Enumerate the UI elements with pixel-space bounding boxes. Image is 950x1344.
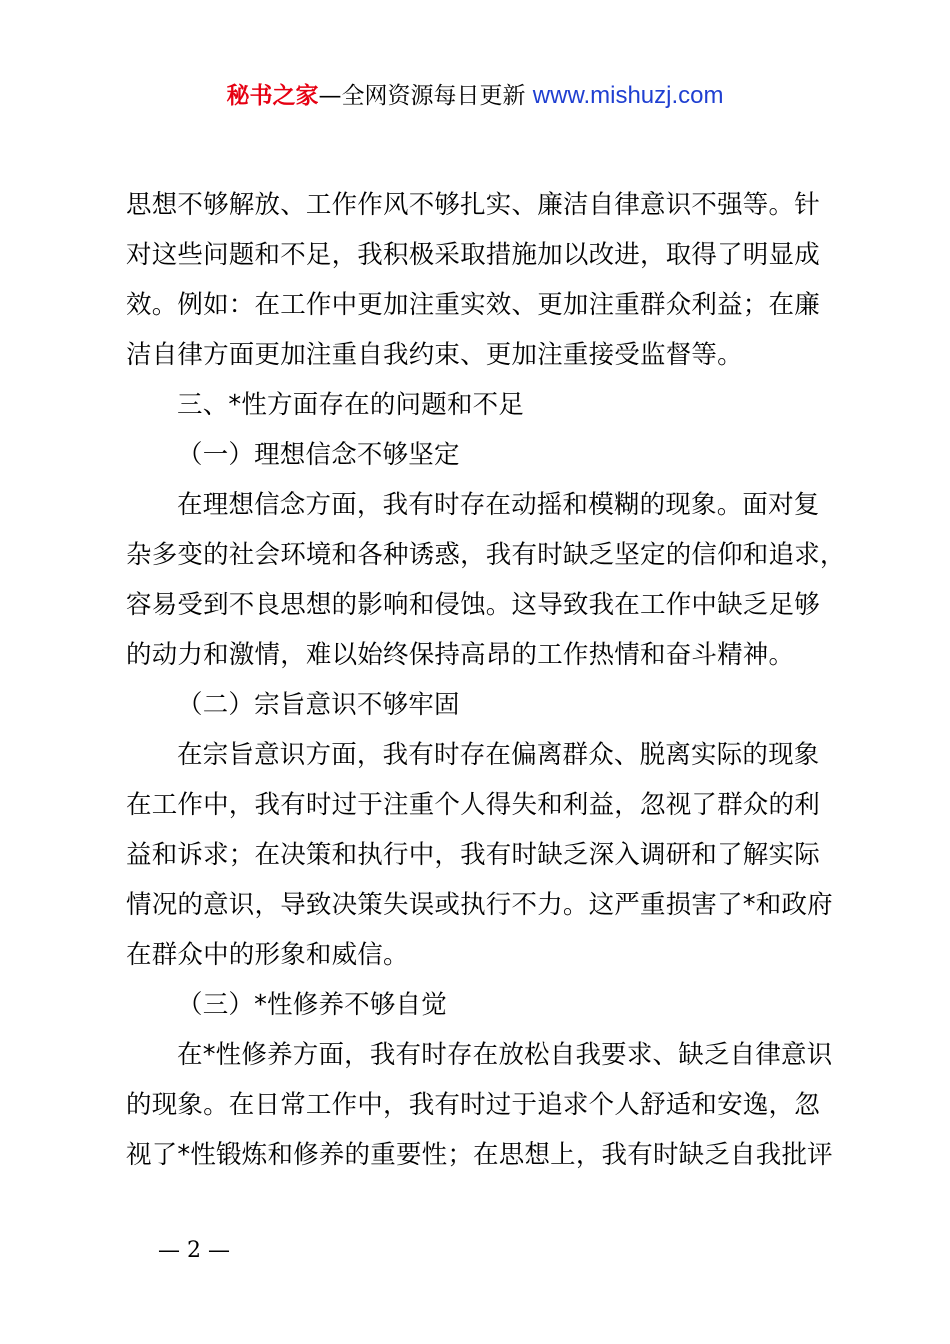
body-line: 在群众中的形象和威信。 — [126, 940, 409, 970]
paragraph-first-line: 在*性修养方面，我有时存在放松自我要求、缺乏自律意识 — [177, 1040, 833, 1070]
section-heading: 三、*性方面存在的问题和不足 — [177, 390, 525, 420]
body-line: 杂多变的社会环境和各种诱惑，我有时缺乏坚定的信仰和追求， — [126, 540, 846, 570]
body-line: 对这些问题和不足，我积极采取措施加以改进，取得了明显成 — [126, 240, 820, 270]
body-line: 情况的意识，导致决策失误或执行不力。这严重损害了*和政府 — [126, 890, 833, 920]
document-body — [126, 180, 856, 1180]
body-line: 视了*性锻炼和修养的重要性；在思想上，我有时缺乏自我批评 — [126, 1140, 833, 1170]
subsection-heading: （一）理想信念不够坚定 — [177, 440, 460, 470]
site-url[interactable]: www.mishuzj.com — [532, 82, 724, 109]
site-slogan: —全网资源每日更新 — [318, 83, 533, 109]
paragraph-first-line: 在理想信念方面，我有时存在动摇和模糊的现象。面对复 — [177, 490, 820, 520]
paragraph-first-line: 在宗旨意识方面，我有时存在偏离群众、脱离实际的现象 — [177, 740, 820, 770]
body-line: 思想不够解放、工作作风不够扎实、廉洁自律意识不强等。针 — [126, 190, 820, 220]
site-brand: 秘书之家 — [226, 83, 319, 109]
body-line: 益和诉求；在决策和执行中，我有时缺乏深入调研和了解实际 — [126, 840, 820, 870]
body-line: 容易受到不良思想的影响和侵蚀。这导致我在工作中缺乏足够 — [126, 590, 820, 620]
body-line: 在工作中，我有时过于注重个人得失和利益，忽视了群众的利 — [126, 790, 820, 820]
body-line: 洁自律方面更加注重自我约束、更加注重接受监督等。 — [126, 340, 743, 370]
page-number: — 2 — — [158, 1238, 230, 1263]
body-line: 效。例如：在工作中更加注重实效、更加注重群众利益；在廉 — [126, 290, 820, 320]
site-header — [0, 80, 950, 112]
body-line: 的动力和激情，难以始终保持高昂的工作热情和奋斗精神。 — [126, 640, 795, 670]
subsection-heading: （三）*性修养不够自觉 — [177, 990, 447, 1020]
body-line: 的现象。在日常工作中，我有时过于追求个人舒适和安逸，忽 — [126, 1090, 820, 1120]
subsection-heading: （二）宗旨意识不够牢固 — [177, 690, 460, 720]
